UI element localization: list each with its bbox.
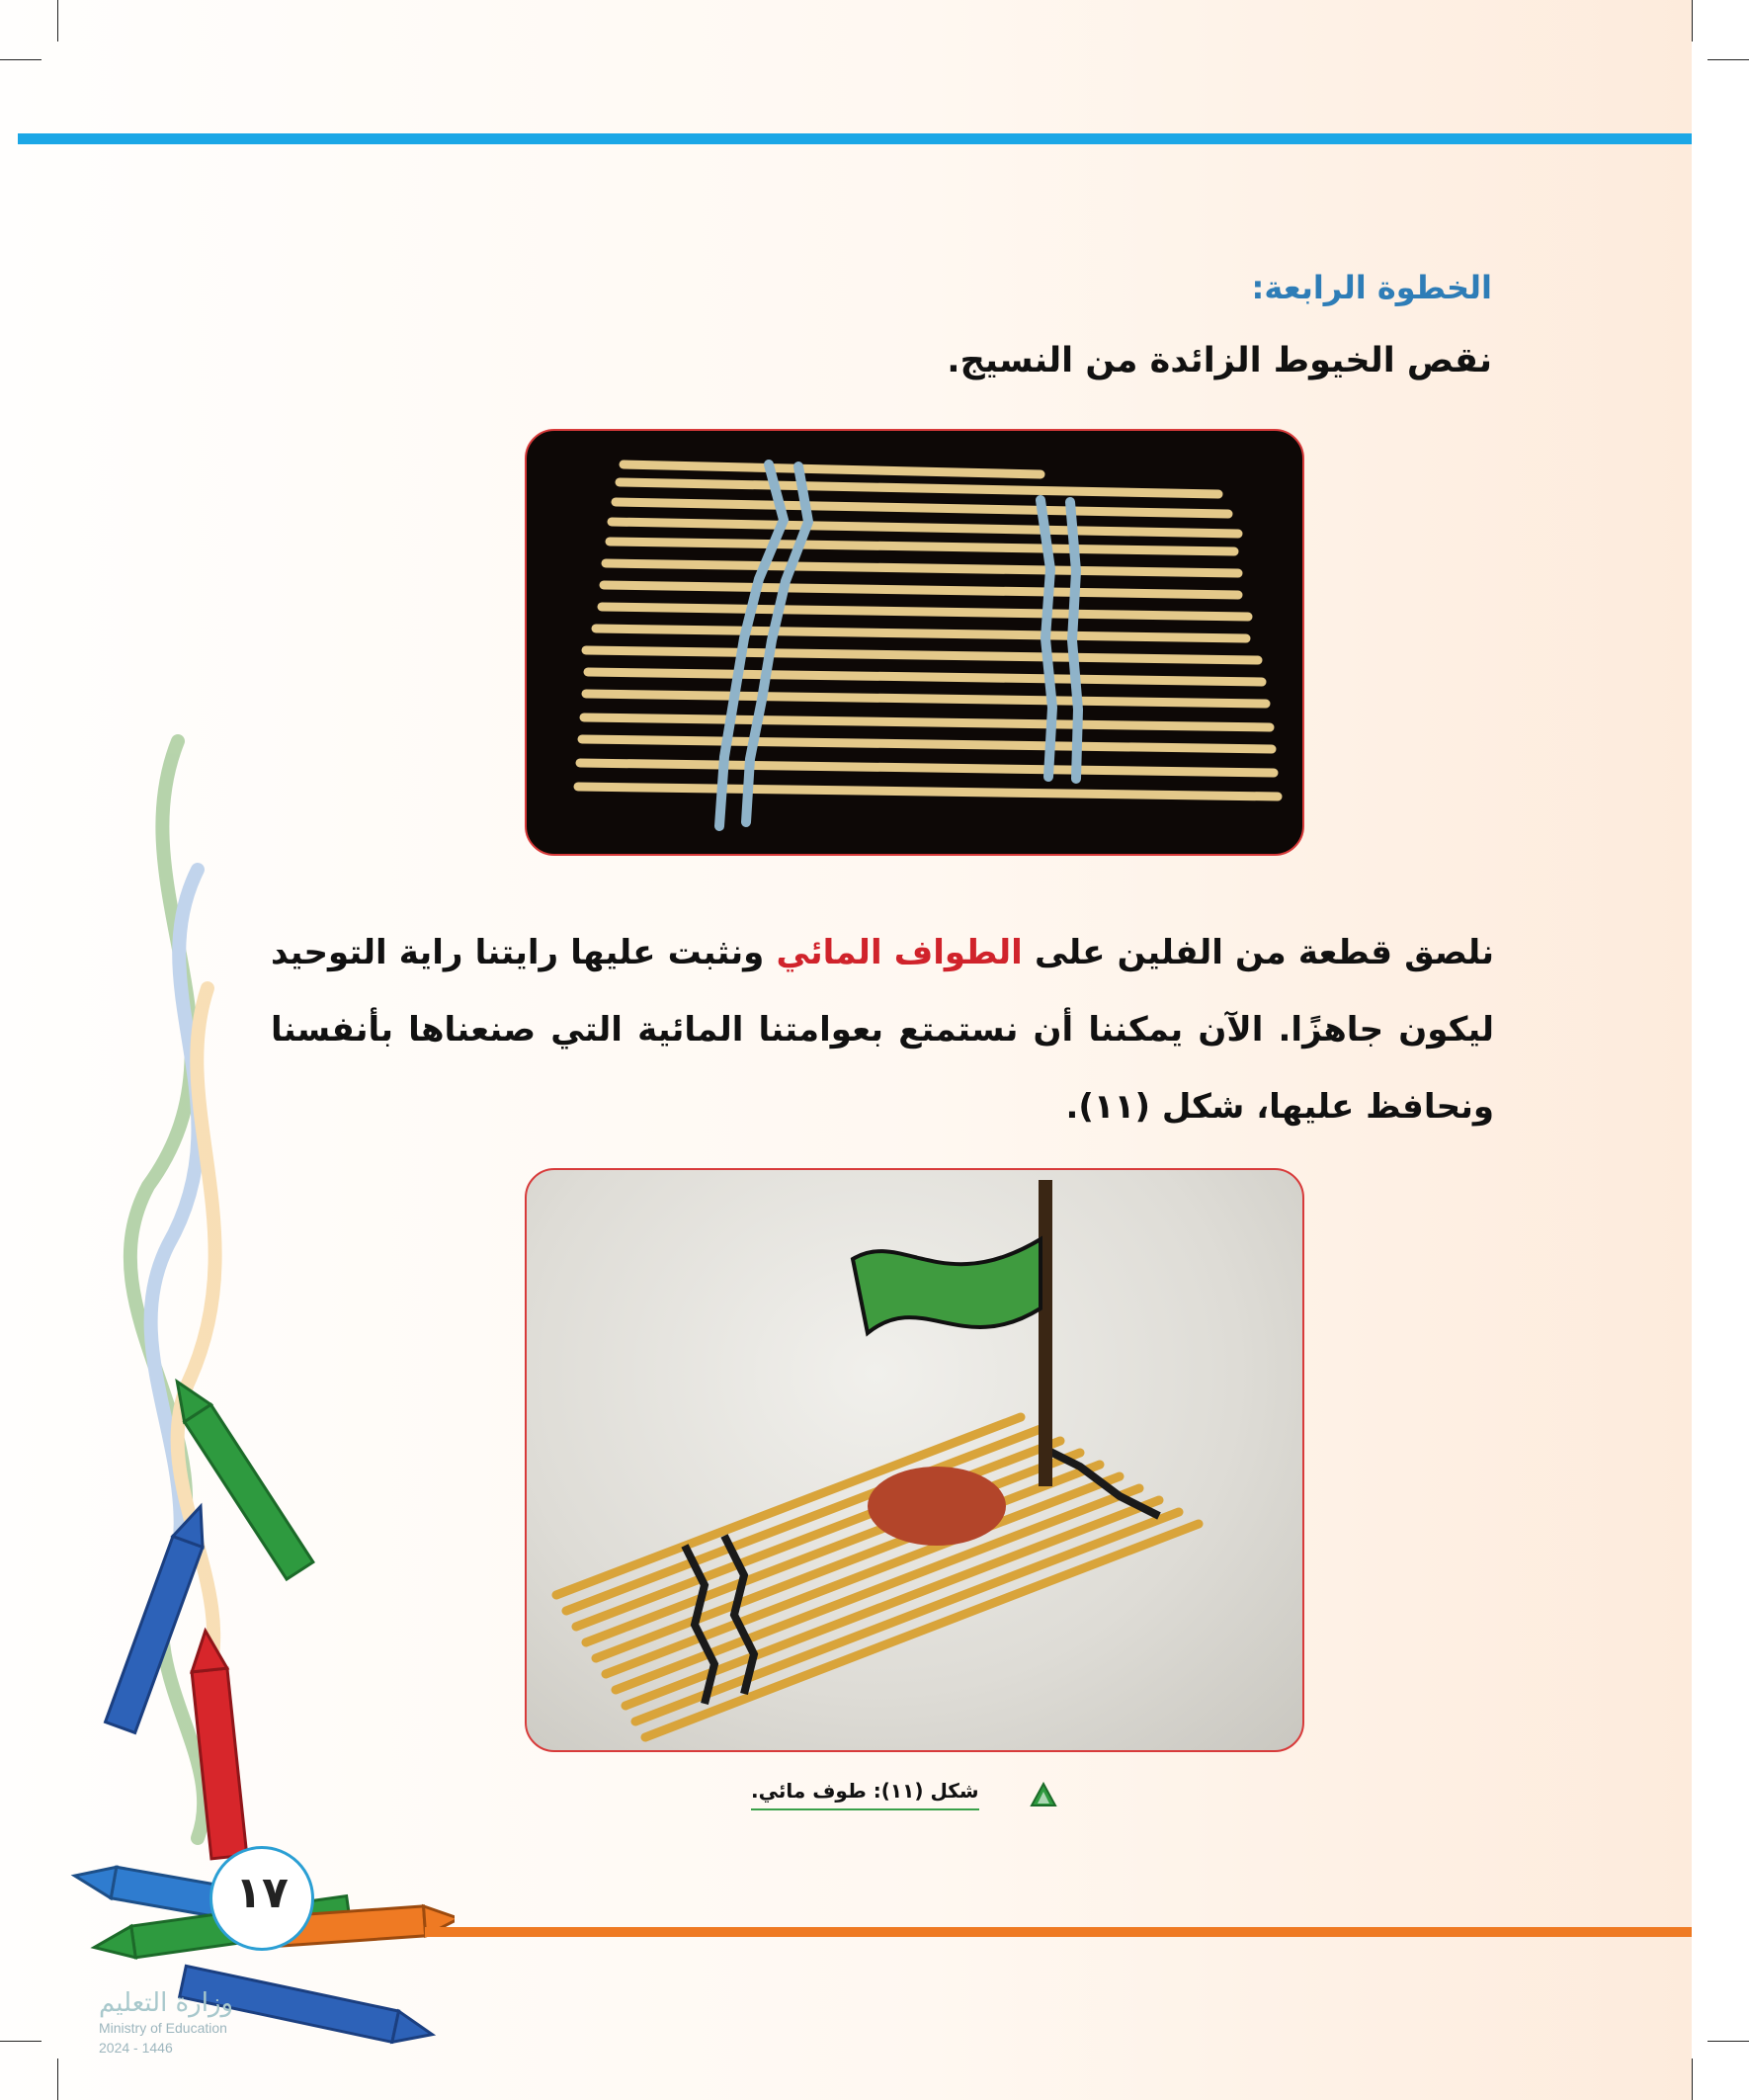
figure-caption: شكل (١١): طوف مائي. xyxy=(751,1779,979,1810)
woven-sticks-photo xyxy=(525,429,1304,856)
crop-mark xyxy=(1707,59,1749,60)
step-heading: الخطوة الرابعة: xyxy=(1251,269,1492,306)
ministry-name-ar: وزارة التعليم xyxy=(99,1988,234,2018)
woven-sticks-illustration xyxy=(527,431,1302,854)
page-number: ١٧ xyxy=(235,1868,289,1918)
crop-mark xyxy=(1692,0,1693,42)
step-instruction: نقص الخيوط الزائدة من النسيج. xyxy=(947,341,1492,380)
highlight-term: الطواف المائي xyxy=(776,933,1023,972)
bottom-orange-rule xyxy=(425,1927,1692,1937)
raft-illustration xyxy=(527,1170,1302,1750)
body-paragraph xyxy=(271,914,1494,1145)
ministry-watermark xyxy=(99,1988,233,2058)
ministry-name-en: Ministry of Education xyxy=(99,2020,227,2036)
crop-mark xyxy=(1692,2058,1693,2100)
figure-caption-wrapper xyxy=(751,1779,979,1803)
ministry-year: 2024 - 1446 xyxy=(99,2040,173,2056)
paragraph-text-2: ونثبت عليها رايتنا راية التوحيد ليكون جاهزًا. الآن يمكننا أن نستمتع بعوامتنا المائية التي صنعناها بأنفسنا ونحافظ عليها، شكل (١١). xyxy=(271,933,1494,1127)
caption-triangle-icon xyxy=(1030,1782,1057,1807)
crop-mark xyxy=(1707,2041,1749,2042)
raft-with-flag-photo xyxy=(525,1168,1304,1752)
paragraph-text-1: نلصق قطعة من الفلين على xyxy=(1022,933,1494,972)
